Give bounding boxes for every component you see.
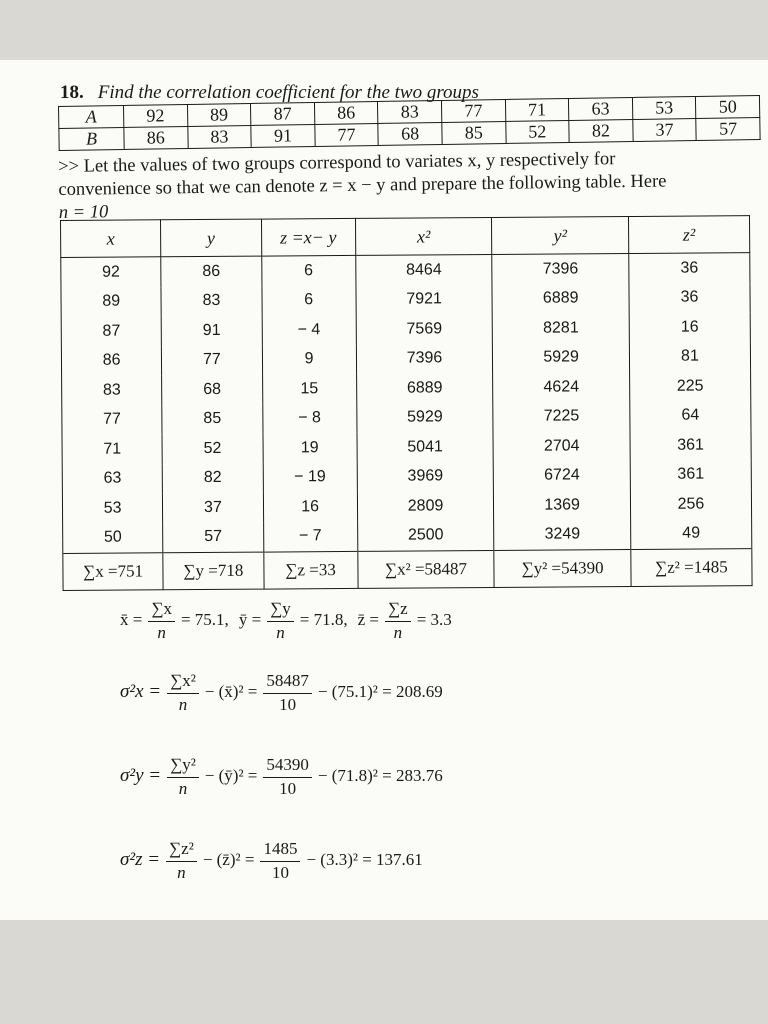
group-b-cell: 86 [124,126,188,149]
denominator: 10 [271,862,289,882]
table-row [62,371,751,405]
table-cell: 3249 [494,520,631,551]
fraction [385,597,411,644]
sum-cell: ∑y =718 [163,552,264,590]
fraction [260,837,300,884]
fraction [167,669,199,716]
numerator: ∑y² [167,753,199,778]
formula-block [120,590,720,902]
sigma-x-label: σ²x = [120,681,162,702]
table-cell: 92 [61,257,161,288]
group-a-cell: 83 [378,100,442,123]
table-cell: − 19 [263,462,357,492]
group-a-cell: 50 [696,95,760,118]
denominator: n [393,622,403,642]
group-b-cell: 77 [315,123,379,146]
group-b-cell: 83 [187,125,251,148]
xbar-value: = 75.1, [180,610,229,629]
table-cell: 2500 [357,520,494,551]
table-cell: 1369 [494,490,631,520]
table-row [62,489,751,523]
group-b-cell: 82 [569,119,633,142]
table-cell: 16 [263,492,357,522]
computation-table [60,215,753,591]
fraction [148,597,175,644]
table-cell: 63 [62,464,162,494]
table-cell: 7921 [356,284,493,314]
table-cell: 71 [62,434,162,464]
ybar-value: = 71.8, [299,610,348,629]
variance-z-line [120,818,720,902]
table-cell: 87 [61,316,161,346]
table-cell: 53 [62,493,162,523]
variance-y-result: − (71.8)² = 283.76 [317,766,443,785]
fraction [267,597,294,644]
variance-y-line [120,734,720,818]
table-row [62,460,751,494]
table-body [61,253,752,554]
table-cell: 57 [163,522,263,553]
denominator: n [178,694,188,714]
paragraph-line: convenience so that we can denote z = x − y and prepare the following table. Here [58,171,667,200]
table-cell: 9 [262,344,356,374]
table-cell: 4624 [493,372,630,402]
group-b-label: B [59,127,124,150]
group-a-cell: 53 [632,96,696,119]
table-cell: 85 [162,404,262,434]
fraction [263,669,312,716]
table-cell: 3969 [357,461,494,491]
group-a-cell: 89 [187,103,251,126]
column-header: x [61,220,162,258]
table-cell: 7225 [493,402,630,432]
table-cell: 5929 [357,402,494,432]
table-row [62,401,751,435]
table-row [61,312,750,346]
table-cell: − 4 [262,315,356,345]
denominator: 10 [279,694,297,714]
table-cell: 6889 [356,373,493,403]
table-cell: 256 [630,489,751,519]
table-cell: 64 [630,401,751,431]
sum-cell: ∑x² =58487 [358,550,495,588]
table-cell: 2704 [493,431,630,461]
numerator: 1485 [260,837,300,862]
ybar-label: ȳ = [238,610,262,629]
question-text: Find the correlation coefficient for the two groups [97,82,479,103]
group-b-cell: 52 [505,120,569,143]
group-a-cell: 86 [314,101,378,124]
column-header: z =x− y [261,218,355,256]
group-a-cell: 63 [569,97,633,120]
table-cell: 36 [629,283,750,313]
table-cell: 225 [629,371,750,401]
sum-cell: ∑z² =1485 [631,549,752,587]
table-cell: 8464 [355,254,492,285]
group-a-cell: 71 [505,98,569,121]
numerator: ∑x² [167,669,199,694]
sum-cell: ∑y² =54390 [494,550,631,588]
table-cell: 5041 [357,432,494,462]
table-cell: 77 [162,345,262,375]
group-b-cell: 57 [696,117,760,140]
mean-formula-line [120,590,720,650]
variance-x-result: − (75.1)² = 208.69 [317,682,443,701]
fraction [263,753,312,800]
table-cell: 86 [61,346,161,376]
table-cell: 86 [161,256,261,287]
column-header: z² [628,216,749,254]
question-number: 18. [60,82,84,103]
table-cell: 6889 [492,284,629,314]
table-cell: 50 [63,523,163,554]
fraction [166,837,197,884]
variance-x-line [120,650,720,734]
group-b-cell: 85 [442,121,506,144]
table-header-row [61,216,750,258]
paragraph-line: n = 10 [58,202,109,223]
sigma-y-label: σ²y = [120,765,162,786]
group-b-cell: 68 [378,122,442,145]
table-row [61,342,750,376]
table-cell: 361 [630,430,751,460]
numerator: ∑y [267,597,294,622]
mean-square-term: − (x̄)² = [204,682,258,701]
mean-square-term: − (ȳ)² = [204,766,258,785]
denominator: n [157,622,166,642]
table-cell: 37 [163,493,263,523]
table-cell: 19 [263,433,357,463]
table-cell: 361 [630,460,751,490]
table-cell: 5929 [493,343,630,373]
table-row [61,283,750,317]
column-header: y [161,219,262,257]
textbook-page [0,60,768,920]
sigma-z-label: σ²z = [120,849,161,870]
group-a-cell: 92 [123,104,187,127]
table-cell: 83 [62,375,162,405]
zbar-label: z̄ = [357,610,380,629]
table-cell: 2809 [357,491,494,521]
sum-cell: ∑x =751 [63,553,164,591]
table-cell: 89 [61,287,161,317]
denominator: n [178,778,188,798]
table-row [62,430,751,464]
variance-z-result: − (3.3)² = 137.61 [306,850,423,869]
group-b-cell: 37 [633,118,697,141]
numerator: ∑x [148,597,175,622]
table-cell: 7396 [356,343,493,373]
sum-cell: ∑z =33 [263,551,357,589]
column-header: y² [492,217,629,255]
table-cell: 91 [161,316,261,346]
mean-square-term: − (z̄)² = [202,850,255,869]
table-cell: 6 [261,285,355,315]
table-cell: 6724 [494,461,631,491]
groups-table [58,95,761,151]
sum-row [63,549,752,591]
numerator: ∑z [385,597,411,622]
table-cell: 7396 [492,254,629,285]
numerator: ∑z² [166,837,197,862]
table-cell: 68 [162,375,262,405]
group-a-cell: 87 [251,102,315,125]
group-a-label: A [59,105,124,128]
table-row [63,519,752,554]
table-cell: 36 [629,253,750,284]
table-cell: 82 [162,463,262,493]
table-cell: 81 [629,342,750,372]
table-cell: 6 [261,255,355,286]
paragraph-line: >> Let the values of two groups correspond to variates x, y respectively for [58,149,616,177]
table-row [61,253,750,288]
table-cell: 49 [631,519,752,550]
zbar-value: = 3.3 [416,610,452,629]
group-b-cell: 91 [251,124,315,147]
table-cell: 7569 [356,314,493,344]
group-a-cell: 77 [441,99,505,122]
table-cell: 77 [62,405,162,435]
column-header: x² [355,217,492,255]
table-cell: 83 [161,286,261,316]
xbar-label: x̄ = [120,610,143,629]
table-cell: 15 [262,374,356,404]
denominator: n [177,862,186,882]
denominator: 10 [279,778,297,798]
table-cell: 16 [629,312,750,342]
denominator: n [276,622,285,642]
table-cell: − 7 [263,521,357,552]
fraction [167,753,199,800]
numerator: 58487 [263,669,312,694]
table-cell: 52 [162,434,262,464]
table-cell: 8281 [492,313,629,343]
table-cell: − 8 [262,403,356,433]
explanation-paragraph [58,146,759,225]
numerator: 54390 [263,753,312,778]
